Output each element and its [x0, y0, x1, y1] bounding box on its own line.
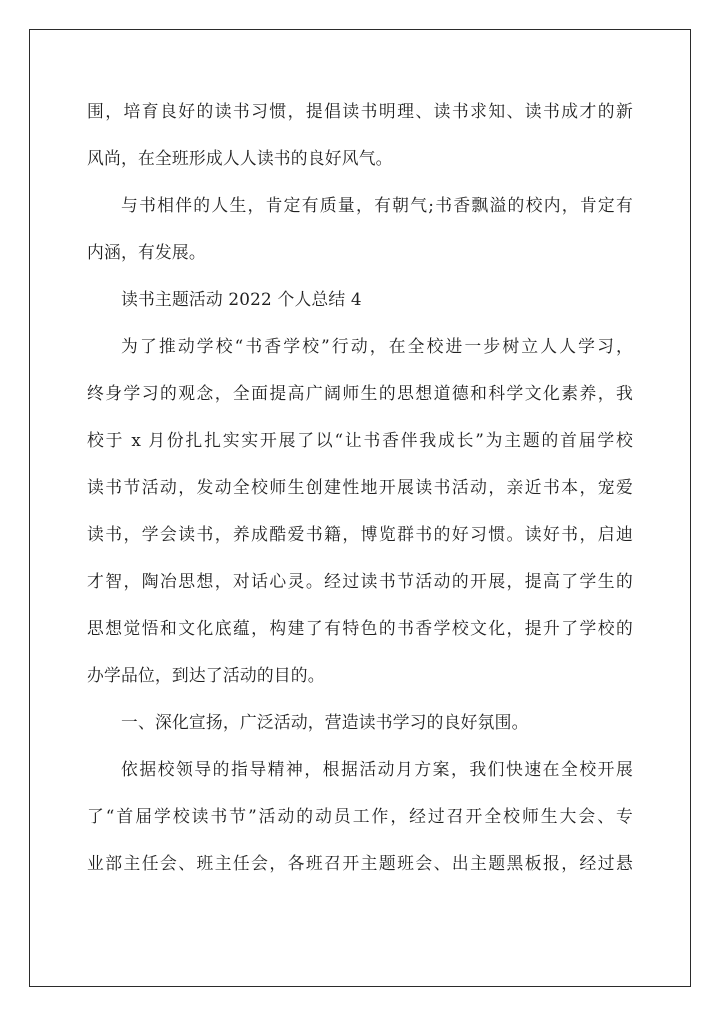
subsection-heading: 一、深化宣扬，广泛活动，营造读书学习的良好氛围。 — [121, 712, 529, 732]
text-line: 了“首届学校读书节”活动的动员工作，经过召开全校师生大会、专 — [87, 806, 633, 826]
text-line: 内涵，有发展。 — [87, 242, 206, 262]
text-line: 与书相伴的人生，肯定有质量，有朝气;书香飘溢的校内，肯定有 — [121, 195, 633, 215]
text-line: 终身学习的观念，全面提高广阔师生的思想道德和科学文化素养，我 — [87, 383, 633, 403]
document-body — [87, 88, 633, 887]
text-line: 围，培育良好的读书习惯，提倡读书明理、读书求知、读书成才的新 — [87, 101, 633, 121]
section-heading: 读书主题活动 2022 个人总结 4 — [121, 289, 362, 309]
text-line: 读书，学会读书，养成酷爱书籍，博览群书的好习惯。读好书，启迪 — [87, 524, 633, 544]
text-line: 办学品位，到达了活动的目的。 — [87, 665, 325, 685]
text-line: 才智，陶冶思想，对话心灵。经过读书节活动的开展，提高了学生的 — [87, 571, 633, 591]
text-line: 风尚，在全班形成人人读书的良好风气。 — [87, 148, 393, 168]
text-line: 依据校领导的指导精神，根据活动月方案，我们快速在全校开展 — [121, 759, 633, 779]
text-line: 校于 x 月份扎扎实实开展了以“让书香伴我成长”为主题的首届学校 — [87, 430, 633, 450]
text-line: 读书节活动，发动全校师生创建性地开展读书活动，亲近书本，宠爱 — [87, 477, 633, 497]
text-line: 思想觉悟和文化底蕴，构建了有特色的书香学校文化，提升了学校的 — [87, 618, 633, 638]
text-line: 为了推动学校“书香学校”行动，在全校进一步树立人人学习， — [121, 336, 633, 356]
text-line: 业部主任会、班主任会，各班召开主题班会、出主题黑板报，经过悬 — [87, 853, 633, 873]
